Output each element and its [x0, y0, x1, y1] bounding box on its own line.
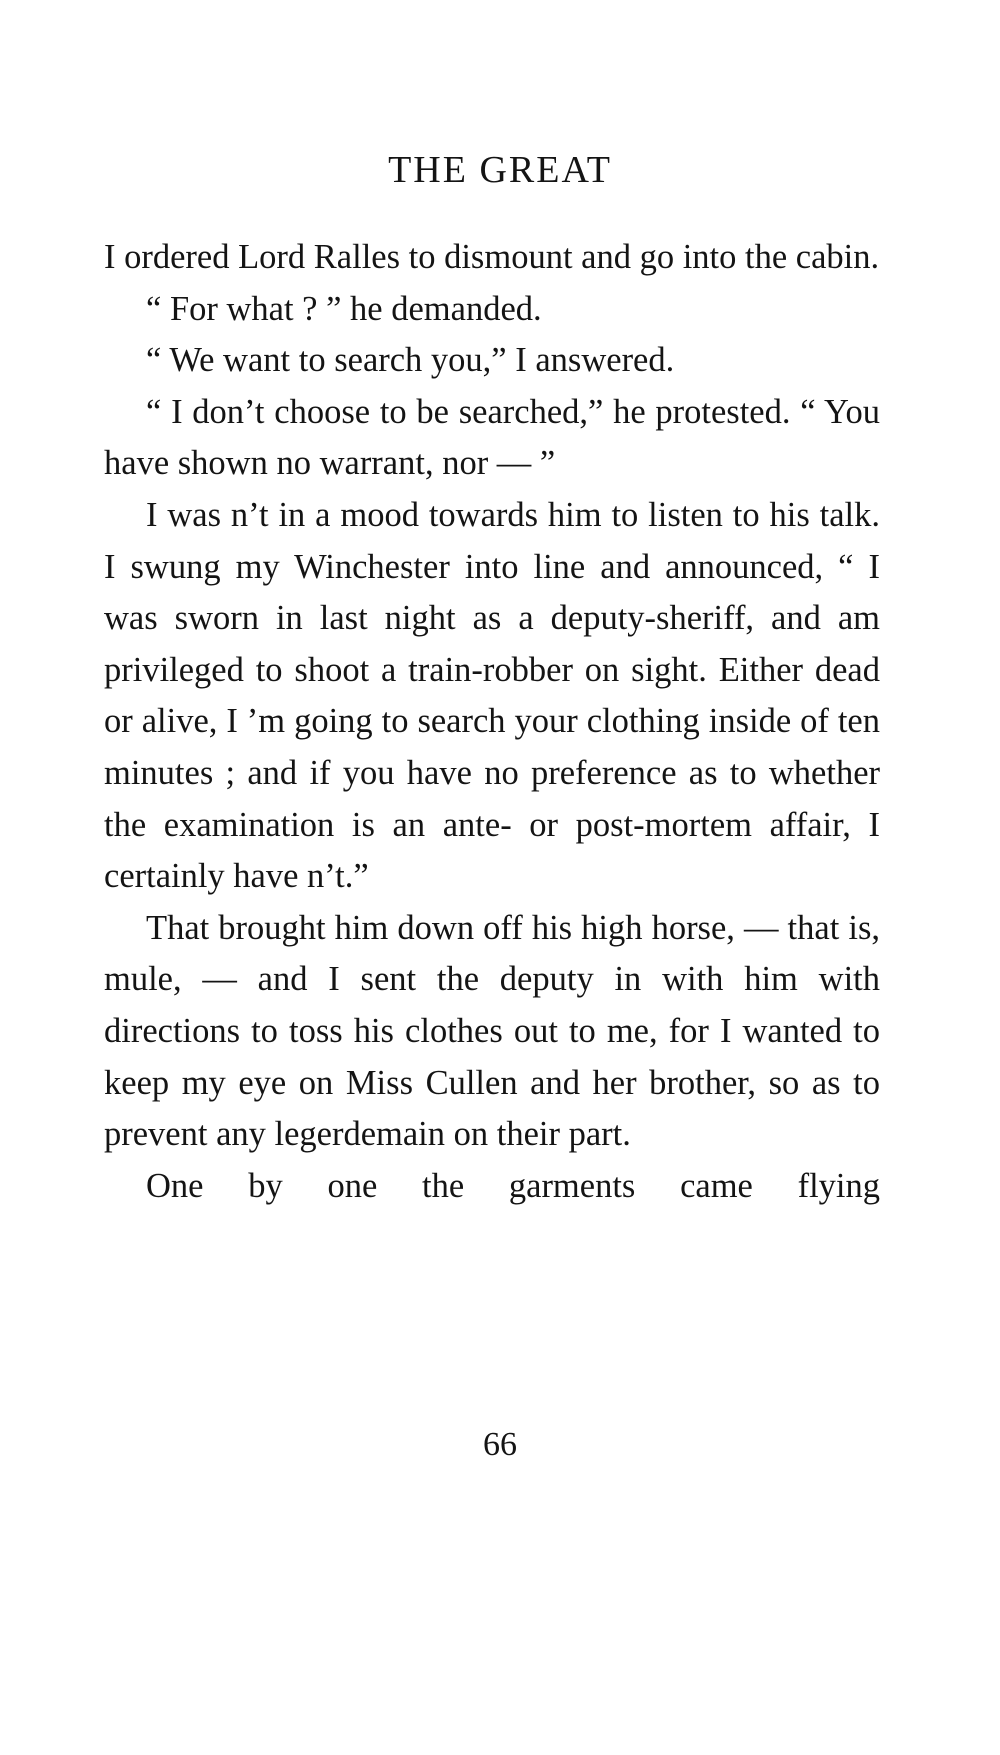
running-head: THE GREAT — [388, 149, 612, 191]
paragraph: “ We want to search you,” I answered. — [146, 341, 675, 380]
paragraph: One by one the garments came flying — [146, 1166, 880, 1205]
paragraph: I ordered Lord Ralles to dismount and go into the cabin. — [104, 238, 880, 276]
paragraph: I was n’t in a mood towards him to listen to his talk. I swung my Winchester into line and announced, “ I was sworn in last night as a deputy-sheriff, and am privileged to shoot a train-robber on sight. Either dead or alive, I ’m going to search your clothing inside of ten minutes ; and if you have no preference as to whether the examination is an ante- or post-mortem affair, I certainly have n’t.” — [104, 495, 880, 896]
paragraph: “ For what ? ” he demanded. — [146, 289, 542, 328]
body-text — [104, 232, 880, 1212]
page-number: 66 — [483, 1426, 517, 1463]
paragraph: “ I don’t choose to be searched,” he protested. “ You have shown no warrant, nor — ” — [104, 392, 880, 483]
paragraph: That brought him down off his high horse, — that is, mule, — and I sent the deputy in with him with directions to toss his clothes out to me, for I wanted to keep my eye on Miss Cullen and her brother, so as to prevent any legerdemain on their part. — [104, 908, 880, 1154]
